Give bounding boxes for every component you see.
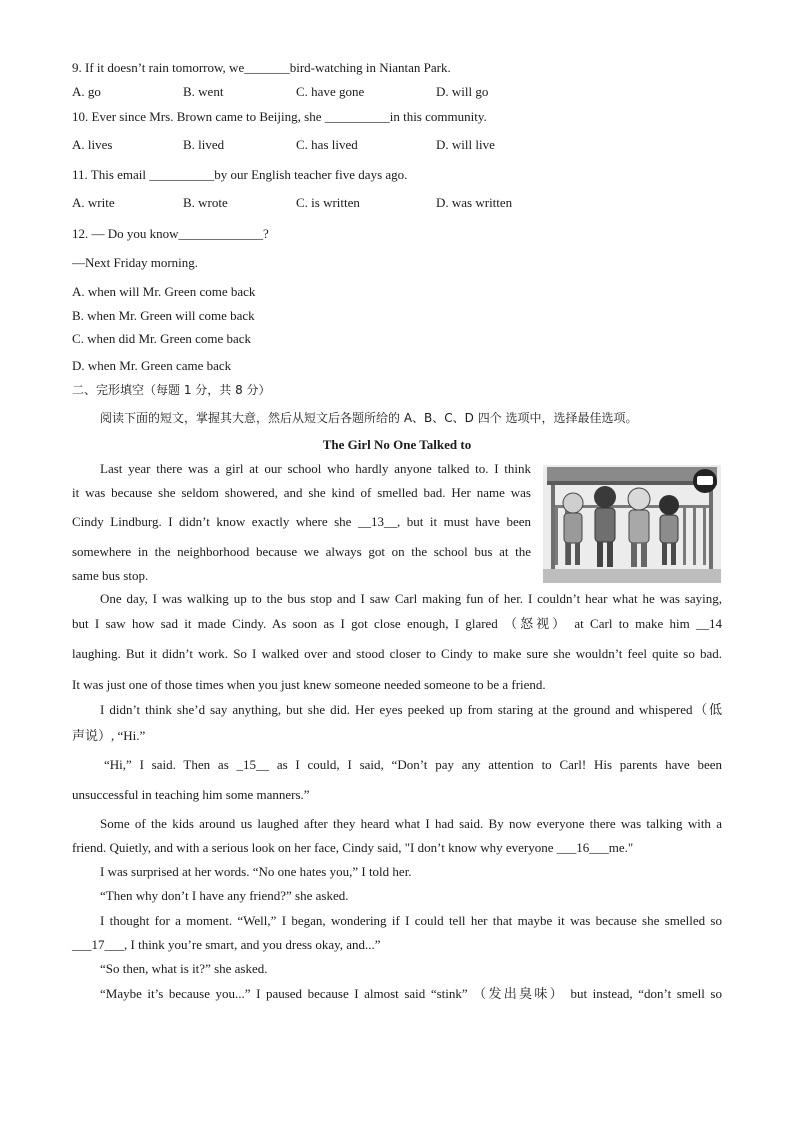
- q12-option-c: C. when did Mr. Green come back: [72, 331, 252, 346]
- passage-line: It was just one of those times when you just knew someone needed someone to be a friend.: [72, 677, 546, 692]
- q12-option-b: B. when Mr. Green will come back: [72, 308, 255, 323]
- children-at-bus-stop-image: [543, 465, 721, 583]
- q9-option-a: A. go: [72, 84, 101, 99]
- passage-line: One day, I was walking up to the bus stop and I saw Carl making fun of her. I couldn’t hear what he was saying,: [100, 591, 722, 606]
- question-12-answer-line: —Next Friday morning.: [72, 255, 199, 270]
- passage-line: but I saw how sad it made Cindy. As soon as I got close enough, I glared （怒视） at Carl to make him __14: [72, 616, 722, 631]
- question-12-stem: 12. — Do you know_____________?: [72, 226, 269, 241]
- section-instruction: 阅读下面的短文，掌握其大意，然后从短文后各题所给的 A、B、C、D 四个 选项中，选择最佳选项。: [100, 411, 638, 425]
- passage-line: ___17___, I think you’re smart, and you dress okay, and...”: [72, 937, 381, 952]
- passage-title: The Girl No One Talked to: [322, 437, 472, 452]
- passage-line: somewhere in the neighborhood because we always got on the school bus at the: [72, 544, 531, 559]
- q10-option-d: D. will live: [436, 137, 495, 152]
- passage-line: “Then why don’t I have any friend?” she asked.: [100, 888, 349, 903]
- passage-line: I thought for a moment. “Well,” I began, wondering if I could tell her that maybe it was because she smelled so: [100, 913, 722, 928]
- question-9-stem: 9. If it doesn’t rain tomorrow, we_______bird-watching in Niantan Park.: [72, 60, 451, 75]
- q9-option-b: B. went: [183, 84, 224, 99]
- q12-option-a: A. when will Mr. Green come back: [72, 284, 256, 299]
- passage-line: same bus stop.: [72, 568, 149, 583]
- passage-line: 声说）, “Hi.”: [72, 728, 146, 743]
- q9-option-d: D. will go: [436, 84, 489, 99]
- passage-line: “Hi,” I said. Then as _15__ as I could, I said, “Don’t pay any attention to Carl! His parents have been: [104, 757, 722, 772]
- bus-stop-illustration: [543, 465, 721, 583]
- passage-line: unsuccessful in teaching him some manners.”: [72, 787, 310, 802]
- q11-option-c: C. is written: [296, 195, 360, 210]
- question-10-stem: 10. Ever since Mrs. Brown came to Beijing, she __________in this community.: [72, 109, 487, 124]
- question-11-stem: 11. This email __________by our English teacher five days ago.: [72, 167, 408, 182]
- passage-line: Some of the kids around us laughed after they heard what I had said. By now everyone there was talking with a: [100, 816, 722, 831]
- passage-line: Cindy Lindburg. I didn’t know exactly where she __13__, but it must have been: [72, 514, 531, 529]
- q12-option-d: D. when Mr. Green came back: [72, 358, 232, 373]
- passage-line: I didn’t think she’d say anything, but she did. Her eyes peeked up from staring at the ground and whispered（低: [100, 702, 722, 717]
- q11-option-d: D. was written: [436, 195, 513, 210]
- passage-line: “So then, what is it?” she asked.: [100, 961, 268, 976]
- q9-option-c: C. have gone: [296, 84, 365, 99]
- passage-line: “Maybe it’s because you...” I paused because I almost said “stink” （发出臭味） but instead, “don’t smell so: [100, 986, 722, 1001]
- q11-option-a: A. write: [72, 195, 115, 210]
- q10-option-c: C. has lived: [296, 137, 358, 152]
- q10-option-b: B. lived: [183, 137, 225, 152]
- section-heading: 二、完形填空（每题 1 分，共 8 分）: [72, 383, 271, 397]
- passage-line: Last year there was a girl at our school who hardly anyone talked to. I think: [100, 461, 531, 476]
- q11-option-b: B. wrote: [183, 195, 228, 210]
- passage-line: I was surprised at her words. “No one hates you,” I told her.: [100, 864, 412, 879]
- passage-line: it was because she seldom showered, and she kind of smelled bad. Her name was: [72, 485, 531, 500]
- passage-line: friend. Quietly, and with a serious look on her face, Cindy said, "I don’t know why everyone ___16___me.": [72, 840, 634, 855]
- q10-option-a: A. lives: [72, 137, 113, 152]
- passage-line: laughing. But it didn’t work. So I walked over and stood closer to Cindy to make sure she wouldn’t feel quite so bad.: [72, 646, 722, 661]
